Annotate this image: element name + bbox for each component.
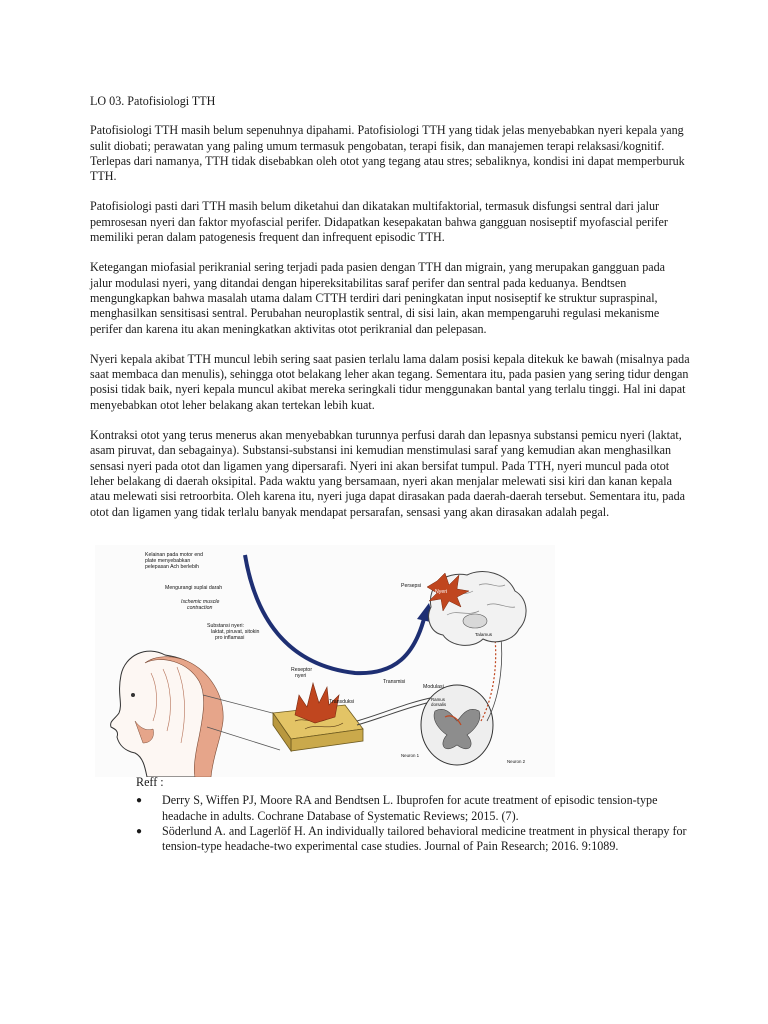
reference-text: Derry S, Wiffen PJ, Moore RA and Bendtsen L. Ibuprofen for acute treatment of episodic tension-type headache in adults. Cochrane Database of Systematic Reviews; 2015. (7). — [162, 793, 658, 823]
paragraph-4: Nyeri kepala akibat TTH muncul lebih sering saat pasien terlalu lama dalam posisi kepala ditekuk ke bawah (misalnya pada saat membaca dan menulis), sehingga otot belakang leher akan tegang. Sementara itu, pada pasien yang sering tidur dengan posisi tidak baik, nyeri kepala muncul akibat mereka seringkali tidur menggunakan bantal yang terlalu tinggi. Hal ini dapat menyebabkan otot leher belakang akan tertekan lebih kuat. — [90, 351, 690, 412]
label-motor-end: plate menyebabkan — [145, 558, 191, 564]
label-ischemic: contraction — [187, 605, 213, 611]
label-reseptor: Reseptor — [291, 667, 313, 673]
label-talamus: Talamus — [475, 632, 493, 637]
label-ischemic: Ischemic muscle — [181, 599, 220, 605]
thalamus — [463, 614, 487, 628]
bullet-icon: ● — [136, 825, 143, 837]
label-motor-end: Kelainan pada motor end — [145, 552, 203, 558]
label-suplai: Mengurangi suplai darah — [165, 585, 223, 591]
label-transmisi: Transmisi — [383, 679, 406, 685]
label-modulasi: Modulasi — [423, 684, 444, 690]
paragraph-3: Ketegangan miofasial perikranial sering terjadi pada pasien dengan TTH dan migrain, yang merupakan gangguan pada jalur modulasi nyeri, yang ditandai dengan hipereksitabilitas saraf perifer dan sentral pada keduanya. Bendtsen mengungkapkan bahwa masalah utama dalam CTTH terdiri dari peningkatan input nosiseptif ke struktur supraspinal, menghasilkan sensitisasi sentral. Perubahan neuroplastik sentral, di sisi lain, akan mempengaruhi regulasi mekanisme perifer dan karena itu akan meningkatkan aktivitas otot perikranial dan pelepasan. — [90, 260, 666, 336]
label-reseptor: nyeri — [295, 673, 307, 679]
reference-item — [132, 824, 692, 855]
label-substansi: laktat, piruvat, sitokin — [211, 629, 260, 635]
label-neuron-2: Neuron 2 — [507, 759, 526, 764]
label-neuron-1: Neuron 1 — [401, 753, 420, 758]
document-heading: LO 03. Patofisiologi TTH — [90, 94, 216, 108]
references-list — [132, 793, 692, 854]
label-substansi: Substansi nyeri: — [207, 623, 244, 629]
paragraph-5: Kontraksi otot yang terus menerus akan menyebabkan turunnya perfusi darah dan lepasnya substansi pemicu nyeri (laktat, asam piruvat, dan sebagainya). Substansi-substansi ini kemudian menstimulasi saraf yang kemudian akan menghasilkan sensasi nyeri pada otot dan ligamen yang dipersarafi. Nyeri ini akan bersifat tumpul. Pada TTH, nyeri muncul pada otot leher belakang di daerah oksipital. Pada waktu yang bersamaan, nyeri akan menjalar melewati sisi kiri dan kanan kepala atau melewati sisi retroorbita. Oleh karena itu, nyeri juga dapat dirasakan pada daerah-daerah tersebut. Sementara itu, pada otot dan ligamen yang tidak terlalu banyak mendapat persarafan, sensasi yang akan dirasakan adalah pegal. — [90, 428, 686, 519]
document-body — [90, 94, 690, 535]
figure-illustration — [95, 545, 555, 777]
label-motor-end: pelepasan Ach berlebih — [145, 564, 199, 570]
label-ramus: dorsalis — [431, 702, 447, 707]
label-ramus: Ramus — [431, 697, 445, 702]
paragraph-1: Patofisiologi TTH masih belum sepenuhnya dipahami. Patofisiologi TTH yang tidak jelas menyebabkan nyeri kepala yang sulit diobati; perawatan yang paling umum termasuk pengobatan, terapi fisik, dan manajemen terapi relaksasi/kognitif. Terlepas dari namanya, TTH tidak disebabkan oleh otot yang tegang atau stres; sebaliknya, kondisi ini dapat memperburuk TTH. — [90, 123, 685, 184]
pathophysiology-figure — [95, 545, 555, 777]
reference-text: Söderlund A. and Lagerlöf H. An individually tailored behavioral medicine treatment in physical therapy for tension-type headache-two experimental case studies. Journal of Pain Research; 2016. 9:1089. — [162, 823, 687, 854]
label-nyeri: Nyeri — [435, 589, 448, 595]
eye — [131, 693, 135, 697]
reference-item — [132, 793, 692, 824]
label-substansi: pro inflamasi — [215, 635, 245, 641]
bullet-icon: ● — [136, 795, 143, 807]
label-transduksi: Transduksi — [329, 699, 355, 705]
references-title: Reff : — [136, 775, 164, 789]
paragraph-2: Patofisiologi pasti dari TTH masih belum diketahui dan dikatakan multifaktorial, termasuk disfungsi sentral dari jalur pemrosesan nyeri dan faktor myofascial perifer. Didapatkan kesepakatan bahwa gangguan nosiseptif myofascial perifer memiliki peran dalam patogenesis frequent dan infrequent episodic TTH. — [90, 199, 668, 245]
label-persepsi: Persepsi — [401, 583, 422, 589]
references-section — [132, 775, 692, 854]
